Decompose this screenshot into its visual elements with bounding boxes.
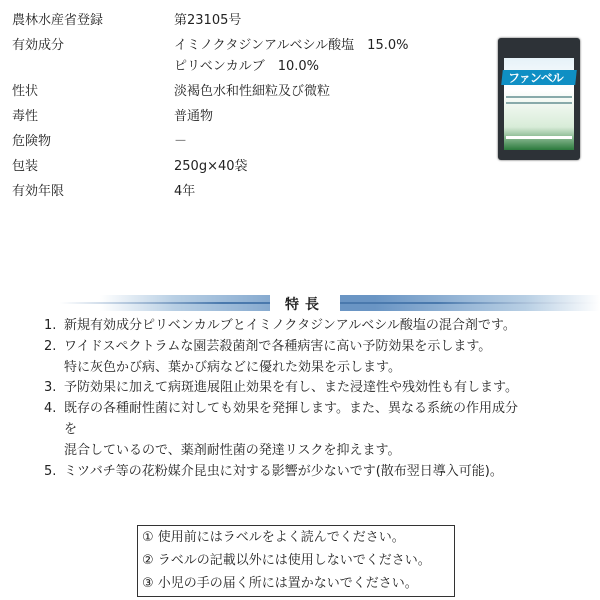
spec-label: 性状: [12, 84, 39, 99]
spec-value: [174, 77, 330, 102]
feature-text: [64, 462, 503, 483]
spec-row-shelf-life: [12, 177, 492, 202]
caution-line: ① 使用前にはラベルをよく読んでください。: [142, 530, 405, 545]
feature-text: [64, 399, 518, 461]
spec-value: [174, 127, 187, 152]
spec-label: 有効成分: [12, 38, 65, 53]
spec-row-toxicity: [12, 102, 492, 127]
spec-value-line: 第23105号: [174, 13, 242, 28]
feature-line: 既存の各種耐性菌に対しても効果を発揮します。また、異なる系統の作用成分: [64, 401, 518, 417]
feature-line: を: [64, 421, 78, 437]
spec-value-line: ピリベンカルブ 10.0%: [174, 59, 320, 74]
spec-value-line: －: [174, 134, 188, 149]
caution-line: ② ラベルの記載以外には使用しないでください。: [142, 553, 431, 568]
feature-item: [44, 316, 594, 337]
spec-row-hazardous: [12, 127, 492, 152]
spec-value-line: 普通物: [174, 109, 214, 124]
feature-item: [44, 462, 594, 483]
spec-label: 包装: [12, 159, 39, 174]
spec-value-line: イミノクタジンアルベシル酸塩 15.0%: [174, 38, 409, 53]
spec-value: [174, 6, 241, 31]
spec-value: [174, 152, 248, 177]
features-heading: 特長: [270, 293, 340, 315]
spec-label: 毒性: [12, 109, 39, 124]
spec-row-appearance: [12, 77, 492, 102]
spec-row-packaging: [12, 152, 492, 177]
feature-number: 3.: [44, 380, 57, 396]
spec-label: 有効年限: [12, 184, 65, 199]
package-name-text: ファンベル: [508, 71, 563, 85]
spec-value-line: 250g×40袋: [174, 159, 248, 174]
feature-number: 4.: [44, 401, 57, 417]
package-text-stripe: [506, 102, 572, 104]
feature-text: [64, 378, 518, 399]
feature-line: 新規有効成分ピリベンカルブとイミノクタジンアルベシル酸塩の混合剤です。: [64, 318, 516, 333]
spec-table: [12, 6, 492, 202]
package-maker-stripe: [506, 136, 572, 139]
caution-box: [137, 525, 455, 597]
feature-text: [64, 337, 491, 379]
package-text-stripe: [506, 96, 572, 98]
spec-row-ingredients: [12, 31, 492, 77]
feature-line: 予防効果に加えて病斑進展阻止効果を有し、また浸達性や残効性も有します。: [64, 380, 518, 396]
feature-text: [64, 316, 516, 337]
product-package-image: [498, 38, 580, 160]
feature-item: [44, 337, 594, 379]
spec-value-line: 淡褐色水和性細粒及び微粒: [174, 84, 331, 99]
feature-item: [44, 378, 594, 399]
features-list: [44, 316, 594, 482]
caution-line: ③ 小児の手の届く所には置かないでください。: [142, 576, 418, 591]
feature-number: 5.: [44, 463, 57, 479]
spec-row-registration: [12, 6, 492, 31]
spec-value: [174, 177, 195, 202]
feature-line: 特に灰色かび病、葉かび病などに優れた効果を示します。: [64, 359, 401, 375]
spec-value: [174, 31, 408, 77]
feature-line: ワイドスペクトラムな園芸殺菌剤で各種病害に高い予防効果を示します。: [64, 338, 492, 354]
feature-line: 混合しているので、薬剤耐性菌の発達リスクを抑えます。: [64, 442, 401, 458]
feature-item: [44, 399, 594, 461]
spec-label: 危険物: [12, 134, 52, 149]
feature-number: 1.: [44, 318, 57, 333]
spec-value: [174, 102, 213, 127]
feature-line: ミツバチ等の花粉媒介昆虫に対する影響が少ないです(散布翌日導入可能)。: [64, 463, 503, 479]
feature-number: 2.: [44, 338, 57, 354]
spec-value-line: 4年: [174, 184, 196, 199]
spec-label: 農林水産省登録: [12, 13, 104, 28]
